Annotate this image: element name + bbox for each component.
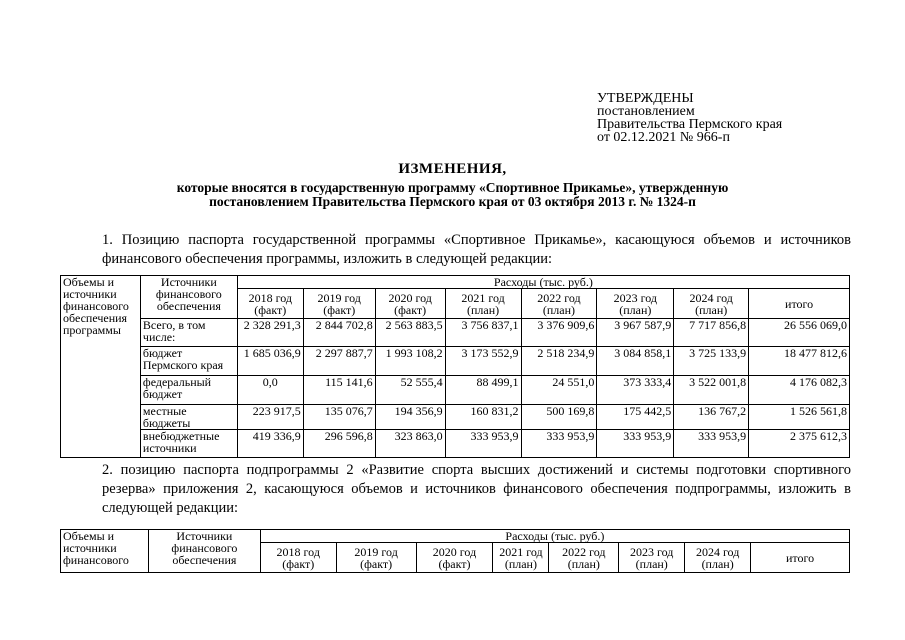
cell-value: 52 555,4 [375,376,445,405]
subtitle-line: постановлением Правительства Пермского края от 03 октября 2013 г. № 1324-п [209,194,696,209]
year-header: 2024 год (план) [685,543,751,573]
table2-expenses-header: Расходы (тыс. руб.) [260,530,849,543]
document-title: ИЗМЕНЕНИЯ, [398,161,507,177]
table-row [61,376,850,405]
cell-value: 223 917,5 [237,405,303,430]
cell-value: 3 173 552,9 [445,347,521,376]
cell-value: 3 967 587,9 [597,319,674,347]
row-label: внебюджетные источники [140,430,237,458]
cell-value: 18 477 812,6 [749,347,850,376]
cell-value: 373 333,4 [597,376,674,405]
cell-value: 500 169,8 [521,405,597,430]
cell-value: 3 522 001,8 [674,376,749,405]
cell-value: 26 556 069,0 [749,319,850,347]
paragraph-2 [61,461,851,518]
cell-value: 2 328 291,3 [237,319,303,347]
cell-value: 333 953,9 [674,430,749,458]
total-header: итого [751,543,850,573]
cell-value: 2 518 234,9 [521,347,597,376]
approval-line: Правительства Пермского края [597,117,783,132]
year-header: 2022 год (план) [521,289,597,319]
table-row [61,319,850,347]
table-row [61,405,850,430]
approval-line: постановлением [597,104,695,119]
cell-value: 333 953,9 [521,430,597,458]
table1-col2-header: Источники финансового обеспечения [140,276,237,319]
document-subtitle [0,181,905,209]
year-header: 2023 год (план) [619,543,685,573]
cell-value: 160 831,2 [445,405,521,430]
cell-value: 1 993 108,2 [375,347,445,376]
year-header: 2019 год (факт) [336,543,416,573]
cell-value: 3 756 837,1 [445,319,521,347]
cell-value: 333 953,9 [445,430,521,458]
cell-value: 323 863,0 [375,430,445,458]
year-header: 2024 год (план) [674,289,749,319]
cell-value: 1 685 036,9 [237,347,303,376]
cell-value: 115 141,6 [303,376,375,405]
table-row [61,347,850,376]
year-header: 2021 год (план) [445,289,521,319]
year-header: 2020 год (факт) [375,289,445,319]
total-header: итого [749,289,850,319]
cell-value: 175 442,5 [597,405,674,430]
cell-value: 136 767,2 [674,405,749,430]
row-label: федеральный бюджет [140,376,237,405]
year-header: 2022 год (план) [549,543,619,573]
cell-value: 0,0 [237,376,303,405]
cell-value: 3 376 909,6 [521,319,597,347]
table2-col1-header: Объемы и источники финансового [61,530,149,573]
cell-value: 4 176 082,3 [749,376,850,405]
paragraph-1-text: 1. Позицию паспорта государственной программы «Спортивное Прикамье», касающуюся объемов и источников финансового обеспечения программы, изложить в следующей редакции: [102,232,851,267]
cell-value: 1 526 561,8 [749,405,850,430]
year-header: 2018 год (факт) [260,543,336,573]
cell-value: 333 953,9 [597,430,674,458]
cell-value: 24 551,0 [521,376,597,405]
cell-value: 88 499,1 [445,376,521,405]
cell-value: 2 297 887,7 [303,347,375,376]
year-header: 2019 год (факт) [303,289,375,319]
cell-value: 419 336,9 [237,430,303,458]
finance-table-1 [60,275,850,458]
year-header: 2020 год (факт) [416,543,493,573]
table1-expenses-header: Расходы (тыс. руб.) [237,276,849,289]
cell-value: 3 084 858,1 [597,347,674,376]
row-label: Всего, в том числе: [140,319,237,347]
approval-line: от 02.12.2021 № 966-п [597,130,730,145]
year-header: 2021 год (план) [493,543,549,573]
cell-value: 2 563 883,5 [375,319,445,347]
approval-line: УТВЕРЖДЕНЫ [597,91,694,106]
subtitle-line: которые вносятся в государственную программу «Спортивное Прикамье», утвержденную [176,180,729,195]
approval-stamp [597,92,782,144]
finance-table-2 [60,529,850,573]
cell-value: 7 717 856,8 [674,319,749,347]
table-row [61,430,850,458]
row-label: местные бюджеты [140,405,237,430]
table1-col1-header: Объемы и источники финансового обеспечения программы [61,276,141,458]
paragraph-2-text: 2. позицию паспорта подпрограммы 2 «Развитие спорта высших достижений и системы подготовки спортивного резерва» приложения 2, касающуюся объемов и источников финансового обеспечения подпрограммы, изложить в следующей редакции: [102,462,851,516]
cell-value: 3 725 133,9 [674,347,749,376]
row-label: бюджет Пермского края [140,347,237,376]
cell-value: 2 375 612,3 [749,430,850,458]
year-header: 2018 год (факт) [237,289,303,319]
cell-value: 296 596,8 [303,430,375,458]
cell-value: 2 844 702,8 [303,319,375,347]
table2-col2-header: Источники финансового обеспечения [148,530,260,573]
year-header: 2023 год (план) [597,289,674,319]
cell-value: 194 356,9 [375,405,445,430]
cell-value: 135 076,7 [303,405,375,430]
paragraph-1 [61,231,851,269]
